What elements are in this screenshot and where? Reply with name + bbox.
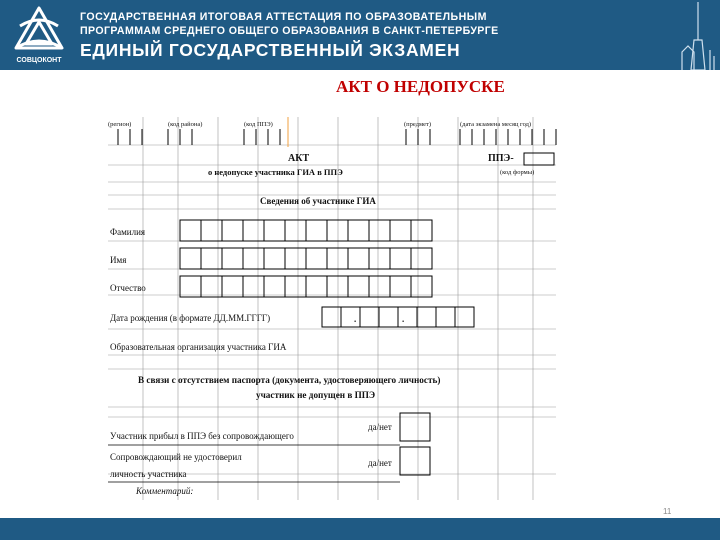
code-ppe-label: (код ППЭ)	[244, 121, 273, 128]
page-title: АКТ О НЕДОПУСКЕ	[336, 77, 505, 96]
question-escort-line-2: личность участника	[110, 469, 187, 479]
surname-label: Фамилия	[110, 227, 146, 237]
code-date-label: (дата экзамена месяц год)	[460, 121, 532, 128]
header-line-1: ГОСУДАРСТВЕННАЯ ИТОГОВАЯ АТТЕСТАЦИЯ ПО ОБРАЗОВАТЕЛЬНЫМ	[80, 11, 487, 23]
answer-2-label: да/нет	[368, 458, 392, 468]
logo-text: СОВЦОКОНТ	[16, 57, 62, 64]
notice-line-1: В связи с отсутствием паспорта (документа, удостоверяющего личность)	[138, 375, 441, 385]
form-scan	[108, 117, 558, 500]
header-line-3: ЕДИНЫЙ ГОСУДАРСТВЕННЫЙ ЭКЗАМЕН	[80, 40, 461, 60]
section-title: Сведения об участнике ГИА	[260, 196, 376, 206]
code-subject-label: (предмет)	[404, 121, 432, 128]
name-label: Имя	[110, 255, 127, 265]
header-line-2: ПРОГРАММАМ СРЕДНЕГО ОБЩЕГО ОБРАЗОВАНИЯ В САНКТ-ПЕТЕРБУРГЕ	[80, 25, 499, 37]
code-region-label: (регион)	[108, 121, 132, 128]
organization-label: Образовательная организация участника ГИА	[110, 342, 287, 352]
dob-label: Дата рождения (в формате ДД.ММ.ГГГГ)	[110, 313, 271, 323]
form-code-label: (код формы)	[500, 169, 535, 176]
code-school-label: (код района)	[168, 121, 203, 128]
spire-icon	[672, 0, 720, 70]
form-subheading: о недопуске участника ГИА в ППЭ	[208, 167, 343, 177]
page-number: 11	[663, 507, 672, 516]
notice-line-2: участник не допущен в ППЭ	[256, 390, 376, 400]
header-banner	[0, 0, 720, 70]
comment-label: Комментарий:	[136, 486, 194, 496]
soccokont-logo-icon	[6, 4, 72, 66]
answer-1-label: да/нет	[368, 422, 392, 432]
dob-dot-2: .	[402, 314, 405, 324]
patronymic-label: Отчество	[110, 283, 146, 293]
footer-bar	[0, 518, 720, 540]
ppe-label: ППЭ-	[488, 153, 514, 164]
dob-dot-1: .	[354, 314, 357, 324]
question-escort-line-1: Сопровождающий не удостоверил	[110, 452, 242, 462]
form-heading: АКТ	[288, 153, 310, 164]
question-without-escort: Участник прибыл в ППЭ без сопровождающего	[110, 431, 294, 441]
